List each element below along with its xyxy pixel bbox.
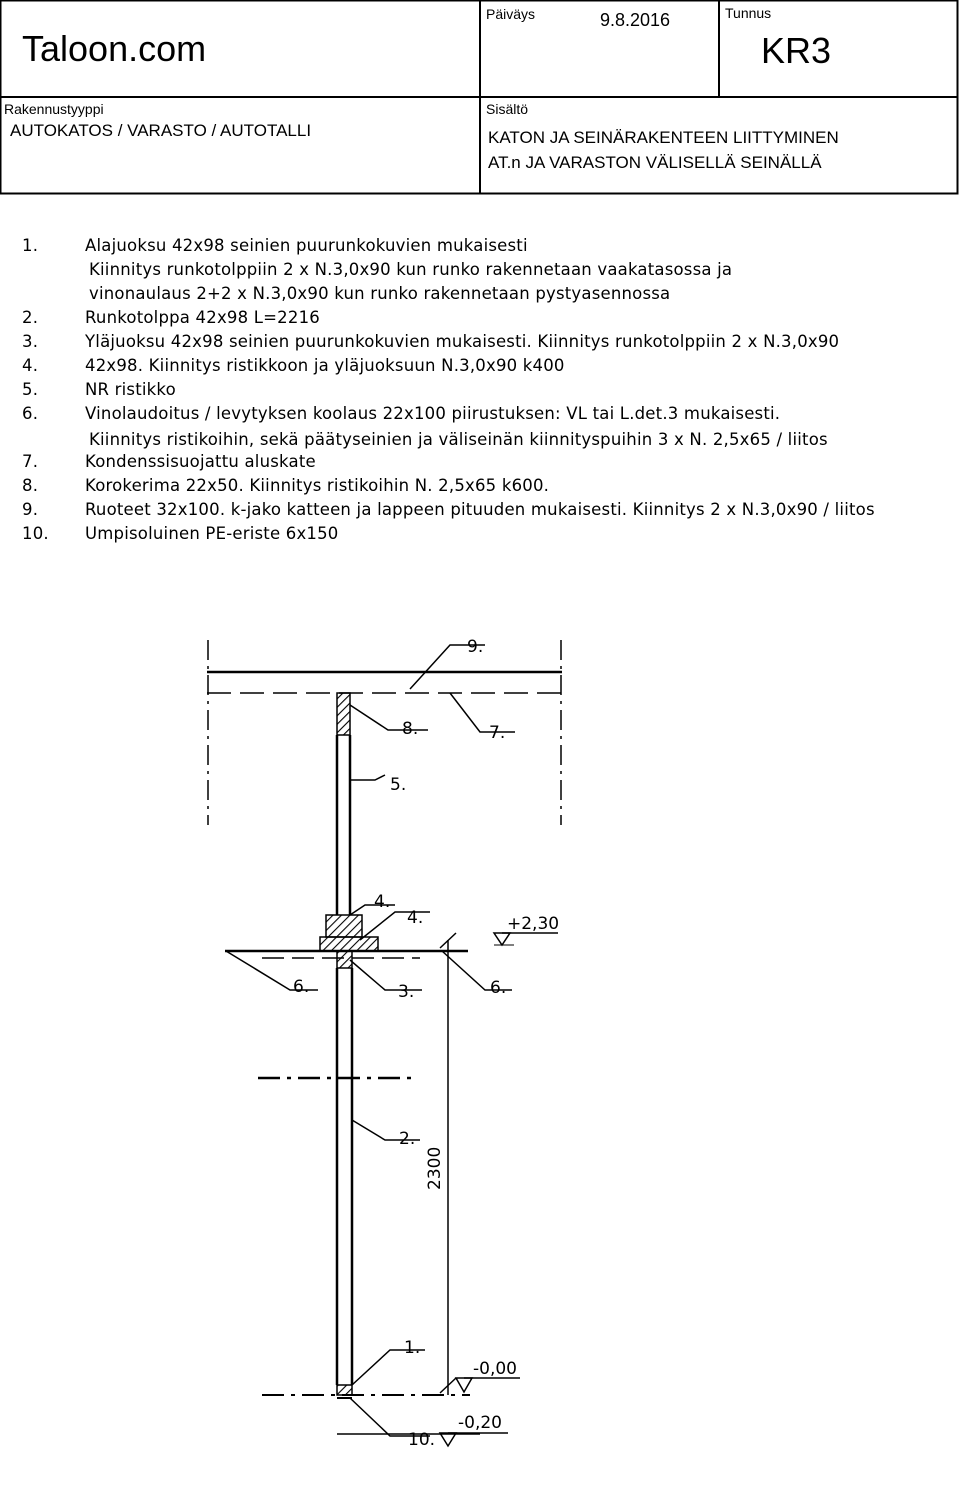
type-label: Rakennustyyppi	[4, 101, 104, 117]
note-text: Alajuoksu 42x98 seinien puurunkokuvien mukaisesti	[85, 236, 528, 255]
label-4a: 4.	[374, 892, 391, 912]
note-text: Vinolaudoitus / levytyksen koolaus 22x100 piirustuksen: VL tai L.det.3 mukaisesti.	[85, 404, 781, 423]
note-number: 10.	[22, 524, 49, 543]
label-6b: 6.	[490, 978, 507, 998]
level-marker-top	[494, 933, 558, 945]
level-zero-label: -0,00	[473, 1359, 517, 1379]
note-number: 7.	[22, 452, 39, 471]
counter-batten	[337, 693, 350, 735]
note-text: Yläjuoksu 42x98 seinien puurunkokuvien mukaisesti. Kiinnitys runkotolppiin 2 x N.3,0x90	[85, 332, 840, 351]
note-number: 6.	[22, 404, 39, 423]
label-4b: 4.	[407, 908, 424, 928]
note-number: 9.	[22, 500, 39, 519]
date-label: Päiväys	[486, 6, 536, 22]
block-4-lower	[320, 937, 378, 951]
label-8: 8.	[402, 719, 419, 739]
note-number: 2.	[22, 308, 39, 327]
stud	[337, 968, 352, 1385]
level-marker-bottom	[440, 1433, 508, 1446]
level-bottom-label: -0,20	[458, 1413, 502, 1433]
content-line-2: AT.n JA VARASTON VÄLISELLÄ SEINÄLLÄ	[488, 153, 822, 172]
label-9: 9.	[467, 637, 484, 657]
note-text: Runkotolppa 42x98 L=2216	[85, 308, 320, 327]
level-top-label: +2,30	[507, 914, 560, 934]
dimension-2300: 2300	[425, 1146, 445, 1190]
company-name: Taloon.com	[22, 28, 207, 69]
note-text: Kiinnitys ristikoihin, sekä päätyseinien ja väliseinän kiinnityspuihin 3 x N. 2,5x65 / liitos	[89, 430, 828, 449]
note-number: 4.	[22, 356, 39, 375]
content-line-1: KATON JA SEINÄRAKENTEEN LIITTYMINEN	[488, 128, 839, 147]
note-text: NR ristikko	[85, 380, 176, 399]
note-text: Ruoteet 32x100. k-jako katteen ja lappeen pituuden mukaisesti. Kiinnitys 2 x N.3,0x90 / liitos	[85, 500, 875, 519]
note-text: Umpisoluinen PE-eriste 6x150	[85, 524, 339, 543]
note-text: vinonaulaus 2+2 x N.3,0x90 kun runko rakennetaan pystyasennossa	[89, 284, 671, 303]
note-number: 3.	[22, 332, 39, 351]
type-value: AUTOKATOS / VARASTO / AUTOTALLI	[10, 121, 312, 140]
level-marker-zero	[456, 1378, 520, 1392]
label-10: 10.	[408, 1430, 436, 1450]
top-plate	[337, 951, 352, 968]
bottom-plate	[337, 1385, 352, 1395]
note-number: 5.	[22, 380, 39, 399]
truss	[337, 735, 350, 915]
content-label: Sisältö	[486, 101, 529, 117]
id-value: KR3	[761, 30, 832, 71]
note-number: 8.	[22, 476, 39, 495]
note-text: Korokerima 22x50. Kiinnitys ristikoihin N. 2,5x65 k600.	[85, 476, 550, 495]
note-text: 42x98. Kiinnitys ristikkoon ja yläjuoksuun N.3,0x90 k400	[85, 356, 565, 375]
label-6a: 6.	[293, 977, 310, 997]
label-7: 7.	[489, 723, 506, 743]
note-text: Kiinnitys runkotolppiin 2 x N.3,0x90 kun runko rakennetaan vaakatasossa ja	[89, 260, 733, 279]
date-value: 9.8.2016	[600, 10, 671, 30]
label-2: 2.	[399, 1129, 416, 1149]
label-3: 3.	[398, 982, 415, 1002]
note-number: 1.	[22, 236, 39, 255]
label-5: 5.	[390, 775, 407, 795]
label-1: 1.	[404, 1338, 421, 1358]
block-4-upper	[326, 915, 362, 937]
leader-lines	[226, 645, 515, 1436]
note-text: Kondenssisuojattu aluskate	[85, 452, 316, 471]
id-label: Tunnus	[725, 5, 772, 21]
